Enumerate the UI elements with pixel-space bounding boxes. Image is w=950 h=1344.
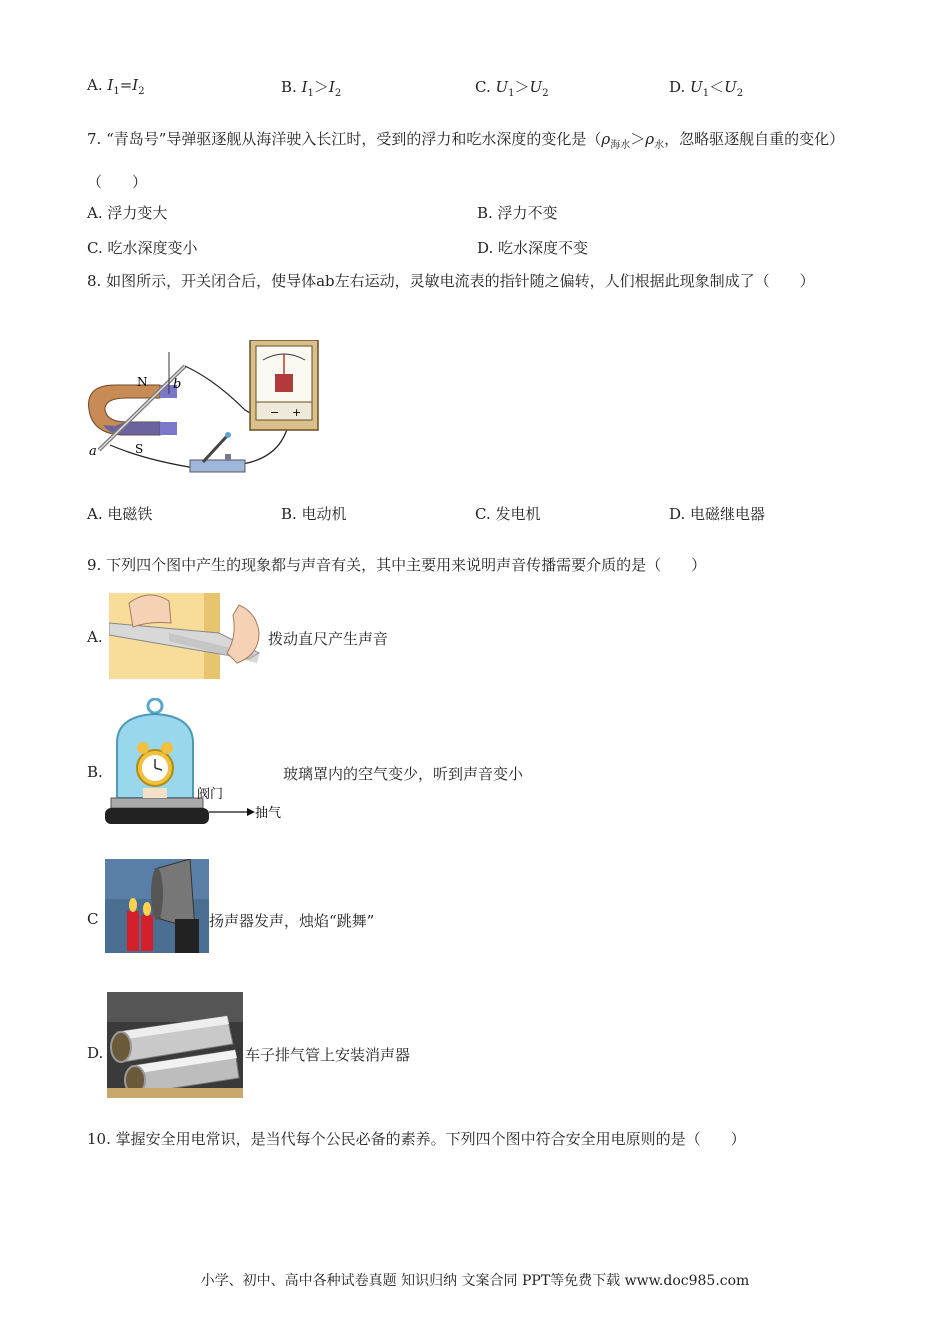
q9-option-c-letter: C — [87, 910, 99, 928]
q8-figure-generator — [85, 340, 325, 480]
q9-option-d-text: 车子排气管上安装消声器 — [245, 1046, 411, 1064]
q9-image-ruler — [109, 593, 267, 679]
q9-option-b-letter: B. — [87, 763, 103, 781]
q9-label-valve: 阀门 — [197, 786, 224, 801]
q8-options — [87, 503, 867, 524]
footer-site-link[interactable]: www.doc985.com — [624, 1273, 750, 1289]
q6-options — [87, 76, 867, 99]
q8-label-b: b — [173, 377, 182, 392]
q6-option-d: D. $U_1<U_2$ — [669, 78, 744, 99]
q9-image-exhaust-pipe — [107, 992, 243, 1098]
q7-options-row2 — [87, 237, 867, 258]
q6-option-b: B. $I_1>I_2$ — [281, 78, 342, 99]
q9-image-bell-jar — [105, 698, 285, 830]
q8-label-n: N — [137, 375, 148, 389]
q9-option-c-text: 扬声器发声，烛焰“跳舞” — [209, 912, 375, 930]
q6-option-a: A. $I_1=I_2$ — [87, 76, 145, 97]
q8-option-a: A. 电磁铁 — [87, 505, 153, 523]
q8-option-c: C. 发电机 — [475, 505, 541, 523]
q9-option-a-text: 拨动直尺产生声音 — [268, 630, 389, 648]
q8-label-a: a — [89, 444, 97, 459]
q8-option-b: B. 电动机 — [281, 505, 347, 523]
q7-stem: 7. “青岛号”导弹驱逐舰从海洋驶入长江时，受到的浮力和吃水深度的变化是（$\rho_{海水}>\rho_水$，忽略驱逐舰自重的变化）（ ） — [87, 130, 845, 191]
q6-option-c: C. $U_1>U_2$ — [475, 78, 549, 99]
q9-image-speaker-candles — [105, 859, 209, 953]
q9-stem: 9. 下列四个图中产生的现象都与声音有关，其中主要用来说明声音传播需要介质的是（ ） — [87, 556, 707, 574]
footer-text: 小学、初中、高中各种试卷真题 知识归纳 文案合同 PPT等免费下载 — [200, 1273, 625, 1289]
q10-stem: 10. 掌握安全用电常识，是当代每个公民必备的素养。下列四个图中符合安全用电原则的是（ ） — [87, 1130, 746, 1148]
q8-label-s: S — [135, 442, 144, 456]
q8-meter-plus: + — [292, 406, 302, 419]
q9-option-a-letter: A. — [87, 628, 103, 646]
q8-option-d: D. 电磁继电器 — [669, 505, 766, 523]
q8-meter-minus: − — [270, 406, 280, 419]
q7-option-d: D. 吃水深度不变 — [477, 239, 589, 257]
q7-options-row1 — [87, 202, 867, 223]
q7-option-b: B. 浮力不变 — [477, 204, 558, 222]
q9-label-pump: 抽气 — [255, 805, 282, 820]
q7-option-c: C. 吃水深度变小 — [87, 239, 198, 257]
q9-option-b-text: 玻璃罩内的空气变少，听到声音变小 — [283, 765, 524, 783]
q7-option-a: A. 浮力变大 — [87, 204, 168, 222]
q8-stem: 8. 如图所示，开关闭合后，使导体ab左右运动，灵敏电流表的指针随之偏转，人们根据此现象制成了（ ） — [87, 272, 815, 290]
page-footer — [0, 1270, 950, 1290]
q9-option-d-letter: D. — [87, 1044, 104, 1062]
